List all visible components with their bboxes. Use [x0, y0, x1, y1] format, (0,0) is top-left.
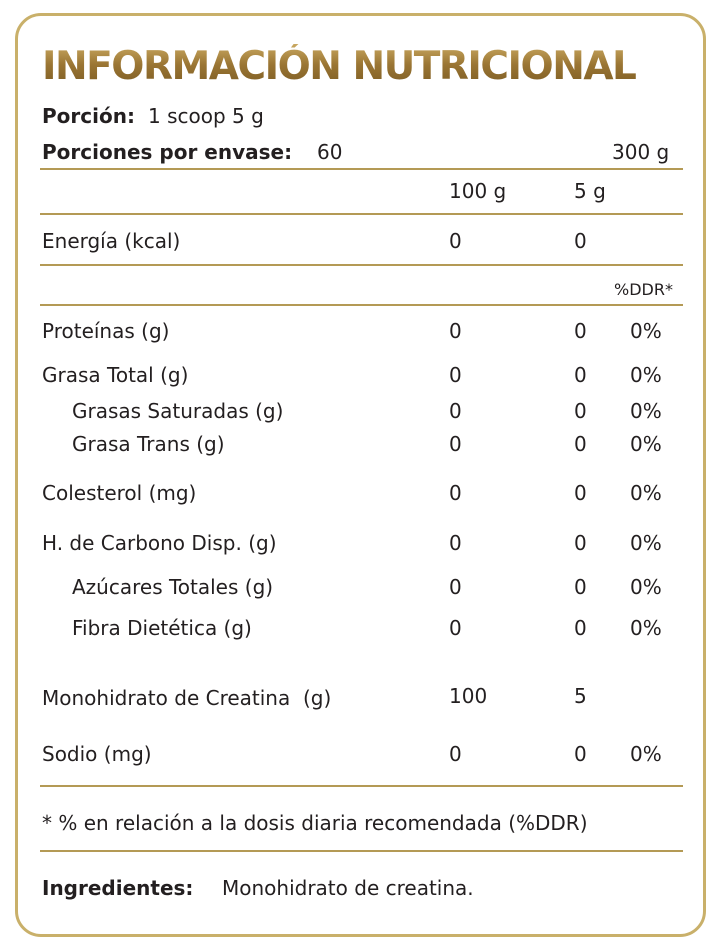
- nutrient-label: Sodio (mg): [42, 742, 152, 766]
- nutrient-serving-value: 0: [574, 432, 587, 456]
- nutrient-ddr-value: 0%: [630, 742, 662, 766]
- nutrient-sub-label: Grasas Saturadas (g): [72, 399, 284, 423]
- nutrient-100g-value: 0: [449, 481, 462, 505]
- energy-serving-value: 0: [574, 229, 587, 253]
- nutrient-sub-label: Grasa Trans (g): [72, 432, 225, 456]
- nutrient-serving-value: 0: [574, 481, 587, 505]
- nutrient-ddr-value: 0%: [630, 531, 662, 555]
- servings-per-container-label: Porciones por envase:: [42, 140, 293, 164]
- nutrient-100g-value: 0: [449, 399, 462, 423]
- nutrient-100g-value: 0: [449, 742, 462, 766]
- net-weight: 300 g: [612, 140, 670, 164]
- nutrient-label: Monohidrato de Creatina (g): [42, 686, 332, 710]
- nutrient-serving-value: 0: [574, 575, 587, 599]
- energy-label: Energía (kcal): [42, 229, 181, 253]
- nutrient-sub-label: Azúcares Totales (g): [72, 575, 274, 599]
- rule: [40, 213, 683, 215]
- nutrient-label: H. de Carbono Disp. (g): [42, 531, 277, 555]
- column-header-ddr: %DDR*: [614, 280, 673, 299]
- nutrient-serving-value: 0: [574, 363, 587, 387]
- nutrient-ddr-value: 0%: [630, 432, 662, 456]
- nutrient-ddr-value: 0%: [630, 616, 662, 640]
- nutrient-label: Proteínas (g): [42, 319, 170, 343]
- nutrient-ddr-value: 0%: [630, 363, 662, 387]
- column-header-serving: 5 g: [574, 179, 606, 203]
- rule: [40, 785, 683, 787]
- nutrient-serving-value: 0: [574, 616, 587, 640]
- nutrient-serving-value: 0: [574, 531, 587, 555]
- ingredients-label: Ingredientes:: [42, 876, 194, 900]
- nutrient-100g-value: 0: [449, 432, 462, 456]
- servings-per-container-value: 60: [317, 140, 343, 164]
- nutrient-100g-value: 0: [449, 363, 462, 387]
- nutrient-serving-value: 0: [574, 399, 587, 423]
- nutrient-label: Colesterol (mg): [42, 481, 197, 505]
- nutrient-sub-label: Fibra Dietética (g): [72, 616, 252, 640]
- energy-100g-value: 0: [449, 229, 462, 253]
- nutrient-serving-value: 5: [574, 684, 587, 708]
- label-title: INFORMACIÓN NUTRICIONAL: [42, 44, 702, 89]
- nutrient-ddr-value: 0%: [630, 575, 662, 599]
- nutrient-serving-value: 0: [574, 319, 587, 343]
- rule: [40, 264, 683, 266]
- column-header-100g: 100 g: [449, 179, 507, 203]
- rule: [40, 850, 683, 852]
- nutrient-100g-value: 0: [449, 616, 462, 640]
- nutrient-100g-value: 0: [449, 319, 462, 343]
- serving-label: Porción:: [42, 104, 135, 128]
- nutrient-serving-value: 0: [574, 742, 587, 766]
- nutrient-ddr-value: 0%: [630, 481, 662, 505]
- nutrient-ddr-value: 0%: [630, 319, 662, 343]
- rule: [40, 304, 683, 306]
- nutrient-label: Grasa Total (g): [42, 363, 189, 387]
- ingredients-text: Monohidrato de creatina.: [222, 876, 474, 900]
- nutrient-100g-value: 0: [449, 575, 462, 599]
- nutrient-100g-value: 0: [449, 531, 462, 555]
- ddr-footnote: * % en relación a la dosis diaria recomendada (%DDR): [42, 811, 588, 835]
- serving-value: 1 scoop 5 g: [148, 104, 264, 128]
- rule: [40, 168, 683, 170]
- nutrient-100g-value: 100: [449, 684, 488, 708]
- nutrient-ddr-value: 0%: [630, 399, 662, 423]
